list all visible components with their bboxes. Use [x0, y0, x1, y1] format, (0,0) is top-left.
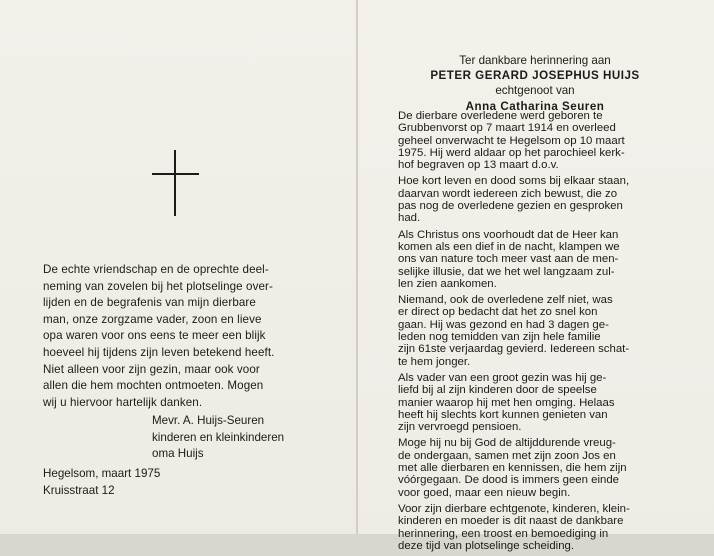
text-line: len zien aankomen. — [398, 277, 497, 290]
text-line: man, onze zorgzame vader, zoon en lieve — [43, 312, 262, 326]
text-line: de ondergaan, samen met zijn zoon Jos en — [398, 449, 616, 462]
place-date-block — [43, 466, 160, 499]
signature-line: Mevr. A. Huijs-Seuren — [152, 414, 265, 427]
text-line: 1975. Hij werd aldaar op het parochieel kerk- — [398, 146, 625, 159]
text-line: lijden en de begrafenis van mijn dierbare — [43, 296, 256, 310]
paragraph — [398, 503, 672, 552]
text-line: voor goed, maar een nieuw begin. — [398, 486, 571, 499]
text-line: Als Christus ons voorhoudt dat de Heer kan — [398, 228, 619, 241]
text-line: pas nog de overledene gezien en gesproken — [398, 200, 623, 213]
paragraph — [398, 372, 672, 433]
text-line: daarvan wordt iedereen zich bewust, die zo — [398, 187, 618, 200]
text-line: allen die hem mochten ontmoeten. Mogen — [43, 379, 264, 393]
paragraph — [398, 437, 672, 498]
place-date: Hegelsom, maart 1975 — [43, 467, 161, 480]
memorial-text — [398, 110, 672, 556]
deceased-name: PETER GERARD JOSEPHUS HUIJS — [430, 69, 640, 83]
text-line: selijke illusie, dat we het wel langzaam zul- — [398, 265, 615, 278]
text-line: leden nog temidden van zijn hele familie — [398, 331, 601, 344]
paragraph — [398, 175, 672, 224]
text-line: hof begraven op 13 maart d.o.v. — [398, 159, 559, 172]
text-line: zijn 61ste verjaardag gevierd. Iedereen schat- — [398, 343, 630, 356]
text-line: geheel onverwacht te Hegelsom op 10 maart — [398, 134, 625, 147]
text-line: te hem jonger. — [398, 355, 471, 368]
text-line: Niemand, ook de overledene zelf niet, was — [398, 294, 613, 307]
memorial-header — [400, 53, 670, 114]
signature-block — [152, 413, 284, 463]
text-line: heeft hij slechts kort kunnen genieten van — [398, 408, 608, 421]
text-line: ons van nature toch meer vast aan de men- — [398, 253, 619, 266]
intro-text: Ter dankbare herinnering aan — [459, 54, 611, 67]
text-line: met alle dierbaren en kennissen, die hem zijn — [398, 462, 627, 475]
signature-line: kinderen en kleinkinderen — [152, 430, 285, 444]
text-line: hoeveel hij tijdens zijn leven betekend heeft. — [43, 345, 275, 359]
text-line: zijn vervroegd pensioen. — [398, 421, 522, 434]
text-line: Niet alleen voor zijn gezin, maar ook voor — [43, 362, 260, 376]
text-line: Grubbenvorst op 7 maart 1914 en overleed — [398, 122, 616, 135]
thank-you-paragraph — [43, 262, 313, 411]
text-line: Moge hij nu bij God de altijddurende vreug- — [398, 437, 616, 450]
text-line: neming van zovelen bij het plotselinge over- — [43, 279, 273, 293]
text-line: Hoe kort leven en dood soms bij elkaar staan, — [398, 175, 630, 188]
paragraph — [398, 229, 672, 290]
text-line: Als vader van een groot gezin was hij ge- — [398, 371, 607, 384]
text-line: herinnering, een troost en bemoediging in — [398, 527, 609, 540]
text-line: manier waarop hij met hen omging. Helaas — [398, 396, 615, 409]
left-panel — [0, 0, 356, 534]
text-line: De dierbare overledene werd geboren te — [398, 110, 603, 122]
text-line: komen als een dief in de nacht, klampen we — [398, 240, 620, 253]
text-line: vóórgegaan. De dood is immers geen einde — [398, 474, 619, 487]
text-line: liefd bij al zijn kinderen door de speelse — [398, 384, 597, 397]
spouse-intro: echtgenoot van — [495, 84, 575, 98]
text-line: wij u hiervoor hartelijk danken. — [43, 395, 203, 409]
spouse-name: Anna Catharina Seuren — [465, 99, 605, 113]
text-line: deze tijd van plotselinge scheiding. — [398, 539, 575, 552]
cross-icon — [174, 150, 176, 216]
text-line: kinderen en moeder is dit naast de dankbare — [398, 515, 624, 528]
address: Kruisstraat 12 — [43, 483, 115, 497]
signature-line: oma Huijs — [152, 447, 204, 461]
paragraph — [398, 110, 672, 171]
cross-icon-bar — [152, 173, 199, 175]
text-line: gaan. Hij was gezond en had 3 dagen ge- — [398, 318, 609, 331]
text-line: er direct op bedacht dat het zo snel kon — [398, 306, 598, 319]
paragraph — [398, 294, 672, 368]
text-line: opa waren voor ons eens te meer een blijk — [43, 329, 266, 343]
text-line: De echte vriendschap en de oprechte deel- — [43, 263, 269, 276]
text-line: had. — [398, 212, 421, 225]
text-line: Voor zijn dierbare echtgenote, kinderen, klein- — [398, 502, 630, 515]
